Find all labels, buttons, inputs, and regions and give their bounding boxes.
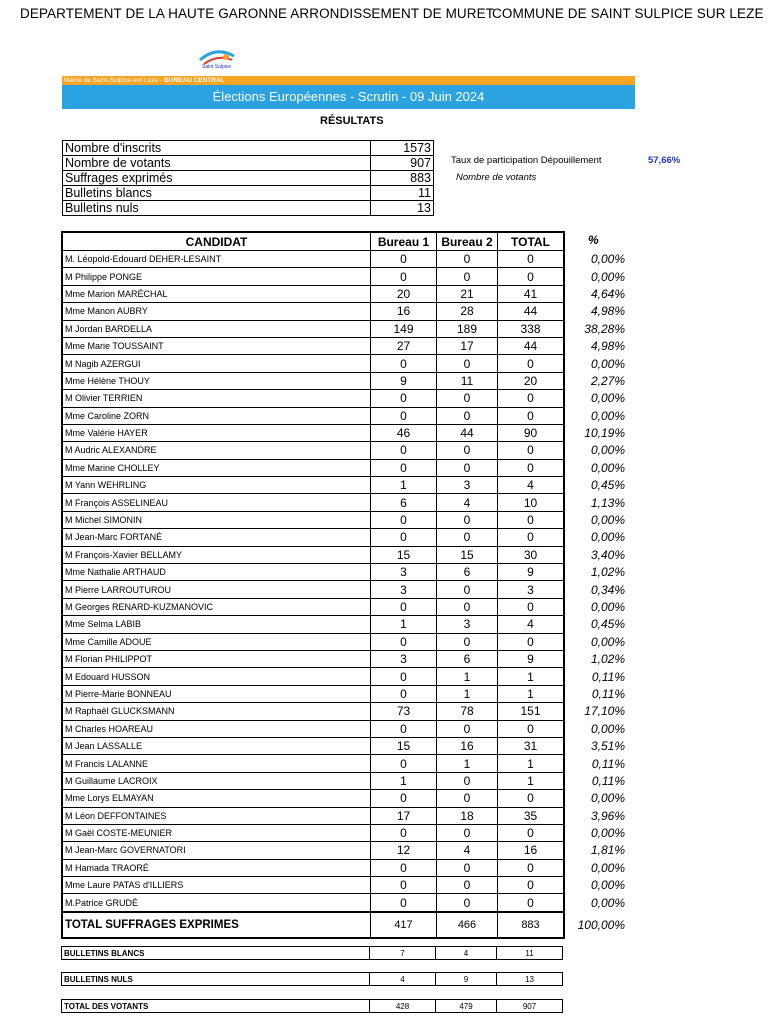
candidate-name: M Georges RENARD-KUZMANOVIC	[62, 598, 371, 615]
bureau-2-votes: 0	[437, 720, 498, 737]
candidate-percent: 4,98%	[590, 339, 625, 354]
bureau-1-votes: 0	[371, 251, 437, 268]
candidate-row	[62, 337, 564, 354]
total-bureau-2: 466	[437, 912, 498, 938]
candidate-percent: 2,27%	[590, 373, 625, 388]
candidate-row	[62, 616, 564, 633]
footer-table	[61, 946, 563, 960]
bureau-1-votes: 6	[371, 494, 437, 511]
bureau-1-votes: 15	[371, 546, 437, 563]
bureau-2-votes: 28	[437, 303, 498, 320]
candidate-name: M Michel SIMONIN	[62, 511, 371, 528]
candidate-row	[62, 598, 564, 615]
bureau-1-votes: 46	[371, 424, 437, 441]
candidate-name: Mme Laure PATAS d'ILLIERS	[62, 877, 371, 894]
candidate-row	[62, 355, 564, 372]
candidate-percent: 0,00%	[590, 269, 625, 284]
candidate-percent: 0,00%	[590, 513, 625, 528]
bureau-1-votes: 0	[371, 668, 437, 685]
bureau-2-votes: 0	[437, 598, 498, 615]
summary-row	[63, 186, 434, 201]
candidate-percent: 0,11%	[591, 686, 625, 701]
summary-value: 883	[371, 171, 434, 186]
footer-table	[61, 999, 563, 1013]
total-votes: 0	[498, 859, 565, 876]
total-votes: 16	[498, 842, 565, 859]
candidate-percent: 17,10%	[584, 704, 625, 719]
header-bureau-1: Bureau 1	[371, 232, 437, 251]
candidate-name: Mme Camille ADOUE	[62, 633, 371, 650]
bureau-2-votes: 0	[437, 581, 498, 598]
total-votes: 10	[498, 494, 565, 511]
candidate-percent: 1,81%	[590, 843, 625, 858]
candidate-name: Mme Caroline ZORN	[62, 407, 371, 424]
candidate-percent: 0,00%	[590, 860, 625, 875]
participation-label: Taux de participation Dépouillement	[451, 155, 602, 166]
bureau-1-votes: 1	[371, 477, 437, 494]
bureau-2-votes: 0	[437, 859, 498, 876]
candidate-percent: 0,00%	[590, 600, 625, 614]
total-votes: 9	[498, 564, 565, 581]
bureau-1-votes: 27	[371, 337, 437, 354]
bureau-1-votes: 0	[371, 598, 437, 615]
mairie-bar	[62, 76, 635, 85]
bureau-1-votes: 0	[371, 824, 437, 841]
candidate-percent: 0,00%	[590, 878, 625, 893]
bureau-2-votes: 0	[437, 407, 498, 424]
bureau-2-votes: 0	[437, 442, 498, 459]
total-votes: 41	[498, 285, 565, 302]
bureau-1-votes: 17	[371, 807, 437, 824]
total-votes: 0	[498, 459, 565, 476]
candidate-percent: 0,45%	[590, 617, 625, 632]
candidate-percent: 1,02%	[590, 565, 625, 580]
total-votes: 9	[498, 650, 565, 667]
total-votes: 44	[498, 337, 565, 354]
bureau-1-votes: 1	[371, 772, 437, 789]
total-votes: 0	[498, 877, 565, 894]
candidate-percent: 0,00%	[590, 826, 625, 841]
bureau-1-votes: 3	[371, 581, 437, 598]
candidate-percent: 0,00%	[590, 443, 625, 458]
candidate-row	[62, 424, 564, 441]
footer-label: TOTAL DES VOTANTS	[62, 1000, 370, 1013]
total-votes: 0	[498, 390, 565, 407]
footer-total: 11	[497, 947, 563, 960]
bureau-2-votes: 18	[437, 807, 498, 824]
results-header-row	[62, 232, 564, 251]
candidate-percent: 38,28%	[584, 321, 625, 336]
candidate-row	[62, 650, 564, 667]
logo-text: Saint Sulpice	[202, 64, 232, 70]
bureau-2-votes: 0	[437, 790, 498, 807]
candidate-name: Mme Marie TOUSSAINT	[62, 337, 371, 354]
bureau-2-votes: 21	[437, 285, 498, 302]
results-table	[61, 231, 565, 939]
total-votes: 35	[498, 807, 565, 824]
bureau-1-votes: 0	[371, 442, 437, 459]
bureau-2-votes: 4	[437, 842, 498, 859]
candidate-name: M.Patrice GRUDÉ	[62, 894, 371, 912]
bureau-2-votes: 0	[437, 511, 498, 528]
candidate-name: M Jean-Marc GOVERNATORI	[62, 842, 371, 859]
total-bureau-1: 417	[371, 912, 437, 938]
candidate-percent: 0,34%	[590, 582, 625, 597]
bureau-1-votes: 0	[371, 407, 437, 424]
candidate-name: M Edouard HUSSON	[62, 668, 371, 685]
candidate-name: M Francis LALANNE	[62, 755, 371, 772]
bureau-2-votes: 0	[437, 529, 498, 546]
candidate-row	[62, 685, 564, 702]
bureau-2-votes: 17	[437, 337, 498, 354]
election-title: Élections Européennes - Scrutin - 09 Juin 2024	[62, 85, 635, 109]
bureau-1-votes: 0	[371, 511, 437, 528]
bureau-1-votes: 0	[371, 355, 437, 372]
total-votes: 0	[498, 633, 565, 650]
total-votes: 0	[498, 442, 565, 459]
bureau-1-votes: 9	[371, 372, 437, 389]
candidate-row	[62, 390, 564, 407]
total-votes: 0	[498, 511, 565, 528]
candidate-percent: 4,98%	[590, 304, 625, 319]
bureau-2-votes: 0	[437, 355, 498, 372]
candidate-row	[62, 442, 564, 459]
bureau-label: BUREAU CENTRAL	[164, 77, 225, 84]
header-bureau-2: Bureau 2	[437, 232, 498, 251]
total-votes: 31	[498, 737, 565, 754]
candidate-percent: 0,00%	[590, 895, 625, 910]
footer-row	[62, 1000, 563, 1013]
bureau-2-votes: 0	[437, 268, 498, 285]
candidate-percent: 1,13%	[590, 495, 625, 510]
candidate-percent: 4,64%	[590, 286, 625, 301]
candidate-name: M Pierre-Marie BONNEAU	[62, 685, 371, 702]
total-votes: 0	[498, 407, 565, 424]
bureau-1-votes: 15	[371, 737, 437, 754]
footer-label: BULLETINS BLANCS	[62, 947, 370, 960]
candidate-percent: 10,19%	[584, 426, 625, 441]
total-votes: 0	[498, 824, 565, 841]
total-votes: 1	[498, 685, 565, 702]
candidate-name: M Guillaume LACROIX	[62, 772, 371, 789]
total-votes: 151	[498, 703, 565, 720]
pct-header: %	[588, 233, 599, 247]
participation-sub: Nombre de votants	[456, 172, 537, 183]
candidate-name: M Jean LASSALLE	[62, 737, 371, 754]
candidate-row	[62, 755, 564, 772]
candidate-percent: 0,11%	[591, 669, 625, 684]
bureau-2-votes: 15	[437, 546, 498, 563]
bureau-1-votes: 3	[371, 650, 437, 667]
total-all: 883	[498, 912, 565, 938]
header-commune: COMMUNE DE SAINT SULPICE SUR LEZE	[492, 6, 764, 21]
candidate-row	[62, 372, 564, 389]
footer-row	[62, 973, 563, 986]
bureau-1-votes: 0	[371, 894, 437, 912]
footer-bureau-2: 4	[436, 947, 497, 960]
candidate-row	[62, 894, 564, 912]
footer-bureau-1: 428	[370, 1000, 436, 1013]
total-votes: 44	[498, 303, 565, 320]
total-votes: 1	[498, 772, 565, 789]
bureau-2-votes: 4	[437, 494, 498, 511]
bureau-1-votes: 12	[371, 842, 437, 859]
candidate-name: M Charles HOAREAU	[62, 720, 371, 737]
summary-label: Bulletins blancs	[63, 186, 371, 201]
bureau-2-votes: 1	[437, 755, 498, 772]
footer-row	[62, 947, 563, 960]
bureau-2-votes: 3	[437, 477, 498, 494]
bureau-2-votes: 0	[437, 772, 498, 789]
total-votes: 1	[498, 668, 565, 685]
candidate-row	[62, 494, 564, 511]
total-votes: 4	[498, 616, 565, 633]
candidate-row	[62, 737, 564, 754]
candidate-percent: 0,00%	[590, 634, 625, 649]
candidate-name: Mme Valérie HAYER	[62, 424, 371, 441]
total-votes: 0	[498, 268, 565, 285]
candidate-row	[62, 720, 564, 737]
bureau-1-votes: 0	[371, 720, 437, 737]
summary-value: 1573	[371, 141, 434, 156]
total-votes: 3	[498, 581, 565, 598]
bureau-1-votes: 0	[371, 685, 437, 702]
candidate-name: M Gaël COSTE-MEUNIER	[62, 824, 371, 841]
bureau-1-votes: 0	[371, 633, 437, 650]
candidate-name: M Florian PHILIPPOT	[62, 650, 371, 667]
candidate-row	[62, 668, 564, 685]
candidate-name: Mme Selma LABIB	[62, 616, 371, 633]
total-suffrages-row	[62, 912, 564, 938]
candidate-row	[62, 772, 564, 789]
total-votes: 0	[498, 251, 565, 268]
bureau-2-votes: 78	[437, 703, 498, 720]
bureau-2-votes: 1	[437, 685, 498, 702]
bureau-1-votes: 0	[371, 390, 437, 407]
bureau-2-votes: 0	[437, 894, 498, 912]
summary-value: 13	[371, 201, 434, 216]
candidate-percent: 0,00%	[590, 356, 625, 371]
candidate-percent: 0,00%	[590, 408, 625, 423]
bureau-1-votes: 16	[371, 303, 437, 320]
candidate-row	[62, 320, 564, 337]
candidate-percent: 1,02%	[590, 652, 625, 667]
results-title: RÉSULTATS	[320, 115, 384, 127]
candidate-row	[62, 477, 564, 494]
footer-total: 907	[497, 1000, 563, 1013]
candidate-row	[62, 633, 564, 650]
total-votes: 0	[498, 790, 565, 807]
footer-total: 13	[497, 973, 563, 986]
candidate-name: Mme Marion MARÉCHAL	[62, 285, 371, 302]
candidate-row	[62, 303, 564, 320]
candidate-name: M Léon DEFFONTAINES	[62, 807, 371, 824]
summary-value: 907	[371, 156, 434, 171]
candidate-row	[62, 790, 564, 807]
bureau-2-votes: 0	[437, 459, 498, 476]
bureau-2-votes: 189	[437, 320, 498, 337]
bureau-2-votes: 3	[437, 616, 498, 633]
candidate-percent: 0,00%	[590, 791, 625, 806]
bureau-1-votes: 149	[371, 320, 437, 337]
summary-label: Nombre d'inscrits	[63, 141, 371, 156]
bureau-1-votes: 0	[371, 268, 437, 285]
candidate-name: M. Léopold-Edouard DEHER-LESAINT	[62, 251, 371, 268]
total-votes: 1	[498, 755, 565, 772]
candidate-name: Mme Hélène THOUY	[62, 372, 371, 389]
candidate-row	[62, 407, 564, 424]
total-label: TOTAL SUFFRAGES EXPRIMES	[62, 912, 371, 938]
candidate-row	[62, 251, 564, 268]
total-votes: 0	[498, 598, 565, 615]
candidate-row	[62, 285, 564, 302]
candidate-name: M Hamada TRAORÉ	[62, 859, 371, 876]
summary-row	[63, 171, 434, 186]
candidate-percent: 3,96%	[590, 808, 625, 823]
candidate-percent: 0,00%	[590, 530, 625, 545]
bureau-2-votes: 0	[437, 633, 498, 650]
total-votes: 0	[498, 894, 565, 912]
bureau-1-votes: 0	[371, 859, 437, 876]
candidate-name: M Jordan BARDELLA	[62, 320, 371, 337]
bureau-2-votes: 0	[437, 877, 498, 894]
candidate-percent: 0,11%	[591, 773, 625, 788]
footer-bureau-1: 4	[370, 973, 436, 986]
header-candidat: CANDIDAT	[62, 232, 371, 251]
candidate-row	[62, 877, 564, 894]
candidate-name: M François ASSELINEAU	[62, 494, 371, 511]
total-percent: 100,00%	[577, 917, 625, 932]
candidate-row	[62, 842, 564, 859]
candidate-name: Mme Nathalie ARTHAUD	[62, 564, 371, 581]
candidate-percent: 0,11%	[591, 756, 625, 771]
total-votes: 90	[498, 424, 565, 441]
candidate-name: M Pierre LARROUTUROU	[62, 581, 371, 598]
mairie-label: Mairie de Saint-Sulpice-sur-Lèze -	[64, 77, 165, 84]
bureau-2-votes: 0	[437, 824, 498, 841]
footer-label: BULLETINS NULS	[62, 973, 370, 986]
candidate-percent: 0,00%	[590, 391, 625, 406]
bureau-1-votes: 0	[371, 459, 437, 476]
total-votes: 0	[498, 529, 565, 546]
candidate-row	[62, 546, 564, 563]
candidate-percent: 0,00%	[590, 721, 625, 736]
candidate-percent: 0,45%	[590, 478, 625, 493]
bureau-2-votes: 0	[437, 390, 498, 407]
candidate-percent: 3,51%	[590, 739, 625, 754]
candidate-name: Mme Manon AUBRY	[62, 303, 371, 320]
bureau-2-votes: 16	[437, 737, 498, 754]
candidate-percent: 0,00%	[590, 252, 625, 267]
total-votes: 30	[498, 546, 565, 563]
bureau-2-votes: 0	[437, 251, 498, 268]
candidate-percent: 0,00%	[590, 460, 625, 475]
bureau-2-votes: 1	[437, 668, 498, 685]
summary-value: 11	[371, 186, 434, 201]
candidate-name: M Olivier TERRIEN	[62, 390, 371, 407]
footer-bureau-2: 479	[436, 1000, 497, 1013]
candidate-name: M Jean-Marc FORTANÉ	[62, 529, 371, 546]
candidate-row	[62, 824, 564, 841]
footer-bureau-2: 9	[436, 973, 497, 986]
candidate-name: M Philippe PONGE	[62, 268, 371, 285]
total-votes: 0	[498, 355, 565, 372]
bureau-1-votes: 3	[371, 564, 437, 581]
bureau-1-votes: 0	[371, 755, 437, 772]
bureau-2-votes: 6	[437, 650, 498, 667]
summary-row	[63, 201, 434, 216]
candidate-name: M Nagib AZERGUI	[62, 355, 371, 372]
candidate-name: M François-Xavier BELLAMY	[62, 546, 371, 563]
bureau-1-votes: 20	[371, 285, 437, 302]
candidate-row	[62, 511, 564, 528]
total-votes: 4	[498, 477, 565, 494]
bureau-2-votes: 11	[437, 372, 498, 389]
footer-table	[61, 972, 563, 986]
header-department: DEPARTEMENT DE LA HAUTE GARONNE ARRONDISSEMENT DE MURET	[20, 6, 495, 21]
header-total: TOTAL	[498, 232, 565, 251]
summary-label: Suffrages exprimés	[63, 171, 371, 186]
total-votes: 338	[498, 320, 565, 337]
summary-table	[62, 140, 434, 216]
bureau-1-votes: 73	[371, 703, 437, 720]
candidate-row	[62, 859, 564, 876]
candidate-row	[62, 564, 564, 581]
participation-value: 57,66%	[648, 155, 681, 166]
candidate-name: M Raphaël GLUCKSMANN	[62, 703, 371, 720]
candidate-name: Mme Marine CHOLLEY	[62, 459, 371, 476]
total-votes: 0	[498, 720, 565, 737]
summary-label: Bulletins nuls	[63, 201, 371, 216]
bureau-1-votes: 0	[371, 790, 437, 807]
candidate-row	[62, 529, 564, 546]
candidate-percent: 3,40%	[590, 547, 625, 562]
candidate-row	[62, 581, 564, 598]
summary-row	[63, 156, 434, 171]
candidate-name: M Yann WEHRLING	[62, 477, 371, 494]
candidate-row	[62, 703, 564, 720]
candidate-name: Mme Lorys ELMAYAN	[62, 790, 371, 807]
bureau-1-votes: 0	[371, 877, 437, 894]
bureau-2-votes: 44	[437, 424, 498, 441]
town-logo-icon	[194, 48, 238, 74]
bureau-1-votes: 1	[371, 616, 437, 633]
bureau-1-votes: 0	[371, 529, 437, 546]
candidate-row	[62, 459, 564, 476]
footer-bureau-1: 7	[370, 947, 436, 960]
total-votes: 20	[498, 372, 565, 389]
summary-row	[63, 141, 434, 156]
summary-label: Nombre de votants	[63, 156, 371, 171]
candidate-row	[62, 268, 564, 285]
candidate-row	[62, 807, 564, 824]
bureau-2-votes: 6	[437, 564, 498, 581]
candidate-name: M Audric ALEXANDRE	[62, 442, 371, 459]
